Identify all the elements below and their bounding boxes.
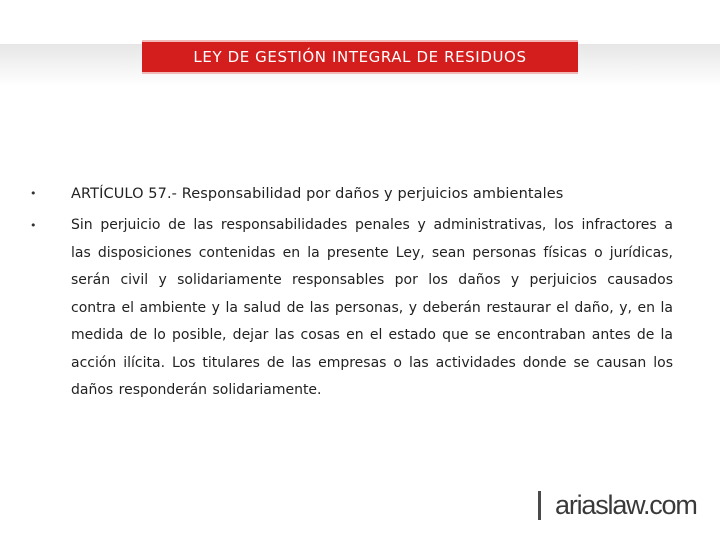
bullet-marker: • bbox=[30, 187, 37, 200]
ariaslaw-logo bbox=[538, 488, 697, 522]
bullet-item-body bbox=[30, 212, 673, 405]
title-banner bbox=[142, 40, 578, 74]
bullet-marker: • bbox=[30, 219, 37, 232]
page-title: LEY DE GESTIÓN INTEGRAL DE RESIDUOS bbox=[193, 48, 527, 66]
article-body-text: Sin perjuicio de las responsabilidades penales y administrativas, los infractores a las disposiciones contenidas en la presente Ley, sean personas físicas o jurídicas, serán civil y solidariamente responsables por los daños y perjuicios causados contra el ambiente y la salud de las personas, y deberán restaurar el daño, y, en la medida de lo posible, dejar las cosas en el estado que se encontraban antes de la acción ilícita. Los titulares de las empresas o las actividades donde se causan los daños responderán solidariamente. bbox=[71, 217, 673, 398]
article-heading: ARTÍCULO 57.- Responsabilidad por daños y perjuicios ambientales bbox=[71, 186, 564, 202]
bullet-list bbox=[30, 180, 673, 405]
bullet-item-article bbox=[30, 180, 673, 208]
logo-divider bbox=[538, 491, 541, 520]
logo-text: ariaslaw.com bbox=[555, 489, 697, 520]
